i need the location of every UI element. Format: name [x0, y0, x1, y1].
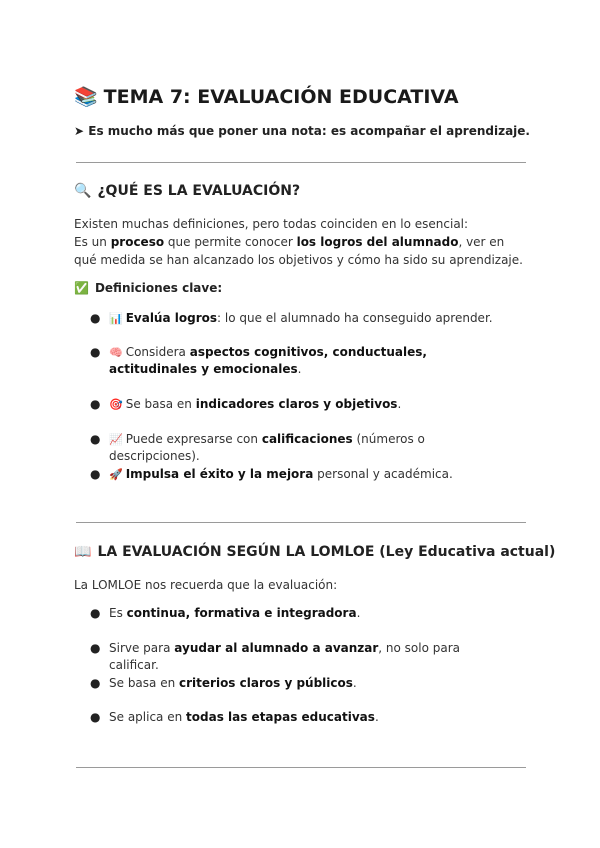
bullet-dot-icon: ● [90, 606, 101, 620]
bullet-dot-icon: ● [90, 432, 101, 446]
item-post: . [374, 710, 379, 724]
page-subtitle [74, 124, 530, 138]
intro-mid: que permite conocer [164, 235, 297, 249]
lomloe-intro: La LOMLOE nos recuerda que la evaluación: [74, 578, 338, 592]
list-item [90, 675, 510, 692]
item-bold: continua, formativa e integradora [126, 606, 357, 620]
intro-bold-process: proceso [110, 235, 165, 249]
item-bold: ayudar al alumnado a avanzar [174, 641, 379, 655]
section-intro [74, 576, 526, 594]
item-bold: aspectos cognitivos, conductuales, actitudinales y emocionales [109, 345, 427, 376]
item-bold: indicadores claros y objetivos [195, 397, 398, 411]
intro-pre: Es un [74, 235, 111, 249]
page-title-text: TEMA 7: EVALUACIÓN EDUCATIVA [103, 86, 459, 108]
books-icon: 📚 [74, 86, 98, 108]
item-pre: Puede expresarse con [125, 432, 262, 446]
item-pre: Se basa en [109, 676, 180, 690]
page-title [74, 85, 459, 108]
item-bold: calificaciones [261, 432, 353, 446]
item-pre: Se basa en [125, 397, 196, 411]
list-item [90, 466, 510, 483]
section-heading-lomloe [74, 544, 555, 560]
trend-up-icon: 📈 [109, 433, 123, 446]
arrow-icon: ➤ [74, 124, 85, 138]
section-heading-text: ¿QUÉ ES LA EVALUACIÓN? [97, 183, 301, 199]
list-item [90, 640, 510, 674]
bullet-dot-icon: ● [90, 345, 101, 359]
item-bold: Impulsa el éxito y la mejora [125, 467, 314, 481]
item-bold: criterios claros y públicos [179, 676, 353, 690]
item-bold: Evalúa logros [125, 311, 218, 325]
item-pre: Sirve para [109, 641, 175, 655]
item-bold: todas las etapas educativas [186, 710, 375, 724]
list-item [90, 396, 510, 413]
bullet-dot-icon: ● [90, 397, 101, 411]
item-post: , no solo para calificar. [109, 641, 461, 672]
bullet-dot-icon: ● [90, 710, 101, 724]
item-pre: Se aplica en [109, 710, 187, 724]
item-post: . [352, 676, 357, 690]
bullet-dot-icon: ● [90, 467, 101, 481]
section-heading-what-is [74, 183, 300, 199]
item-post: . [397, 397, 402, 411]
list-item [90, 709, 510, 726]
intro-line-1: Existen muchas definiciones, pero todas coinciden en lo esencial: [74, 217, 469, 231]
rocket-icon: 🚀 [109, 468, 123, 481]
list-item [90, 605, 510, 622]
list-item [90, 431, 510, 465]
list-item [90, 310, 510, 327]
item-pre: Es [109, 606, 127, 620]
item-post: . [297, 362, 302, 376]
open-book-icon: 📖 [74, 544, 92, 560]
magnifier-icon: 🔍 [74, 183, 92, 199]
check-icon: ✅ [74, 281, 89, 295]
item-post: : lo que el alumnado ha conseguido aprender. [217, 311, 493, 325]
target-icon: 🎯 [109, 398, 123, 411]
bullet-dot-icon: ● [90, 641, 101, 655]
divider [76, 162, 526, 163]
intro-post: , ver en qué medida se han alcanzado los objetivos y cómo ha sido su aprendizaje. [74, 235, 523, 267]
item-post: personal y académica. [313, 467, 453, 481]
divider [76, 767, 526, 768]
bar-chart-icon: 📊 [109, 312, 123, 325]
item-post: . [356, 606, 361, 620]
intro-bold-achievements: los logros del alumnado [296, 235, 459, 249]
list-item [90, 344, 510, 378]
definitions-label-text: Definiciones clave: [94, 281, 223, 295]
bullet-dot-icon: ● [90, 311, 101, 325]
item-post: (números o descripciones). [109, 432, 425, 463]
page-subtitle-text: Es mucho más que poner una nota: es acompañar el aprendizaje. [88, 124, 530, 138]
bullet-dot-icon: ● [90, 676, 101, 690]
section-heading-text: LA EVALUACIÓN SEGÚN LA LOMLOE (Ley Educativa actual) [97, 544, 556, 560]
section-intro [74, 215, 526, 269]
brain-icon: 🧠 [109, 346, 123, 359]
definitions-label [74, 281, 222, 295]
item-pre: Considera [125, 345, 190, 359]
divider [76, 522, 526, 523]
